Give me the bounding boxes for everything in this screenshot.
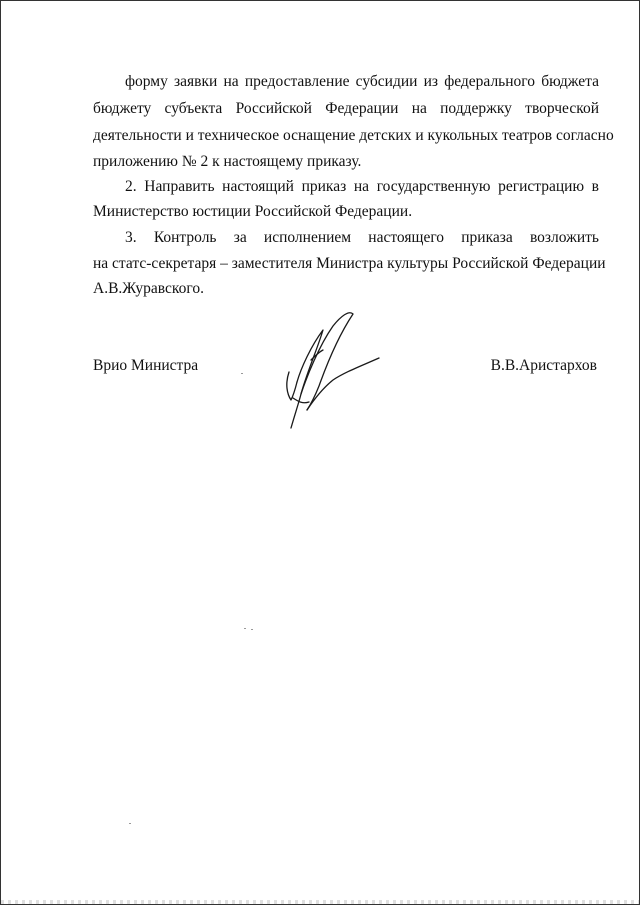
- paragraph-2-line-1: 2. Направить настоящий приказ на государственную регистрацию в: [125, 178, 599, 195]
- paragraph-3-line-1: 3. Контроль за исполнением настоящего приказа возложить: [125, 229, 599, 246]
- scan-edge-artifact: [1, 900, 639, 904]
- scan-speck: [244, 628, 246, 629]
- paragraph-1-line-4: приложению № 2 к настоящему приказу.: [93, 153, 362, 170]
- position-title: Врио Министра: [93, 357, 199, 374]
- paragraph-1-line-2: бюджету субъекта Российской Федерации на поддержку творческой: [93, 100, 599, 117]
- paragraph-3-line-3: А.В.Журавского.: [93, 280, 204, 297]
- paragraph-1-line-1: форму заявки на предоставление субсидии из федерального бюджета: [125, 73, 599, 90]
- scan-speck: [129, 823, 131, 824]
- paragraph-1-line-3: деятельности и техническое оснащение детских и кукольных театров согласно: [93, 127, 614, 144]
- handwritten-signature: [271, 306, 391, 436]
- scan-speck: [251, 629, 253, 630]
- paragraph-3-line-2: на статс-секретаря – заместителя Министра культуры Российской Федерации: [93, 255, 606, 272]
- scan-speck: [241, 373, 243, 374]
- signatory-name: В.В.Аристархов: [490, 357, 597, 374]
- paragraph-2-line-2: Министерство юстиции Российской Федерации.: [93, 203, 413, 220]
